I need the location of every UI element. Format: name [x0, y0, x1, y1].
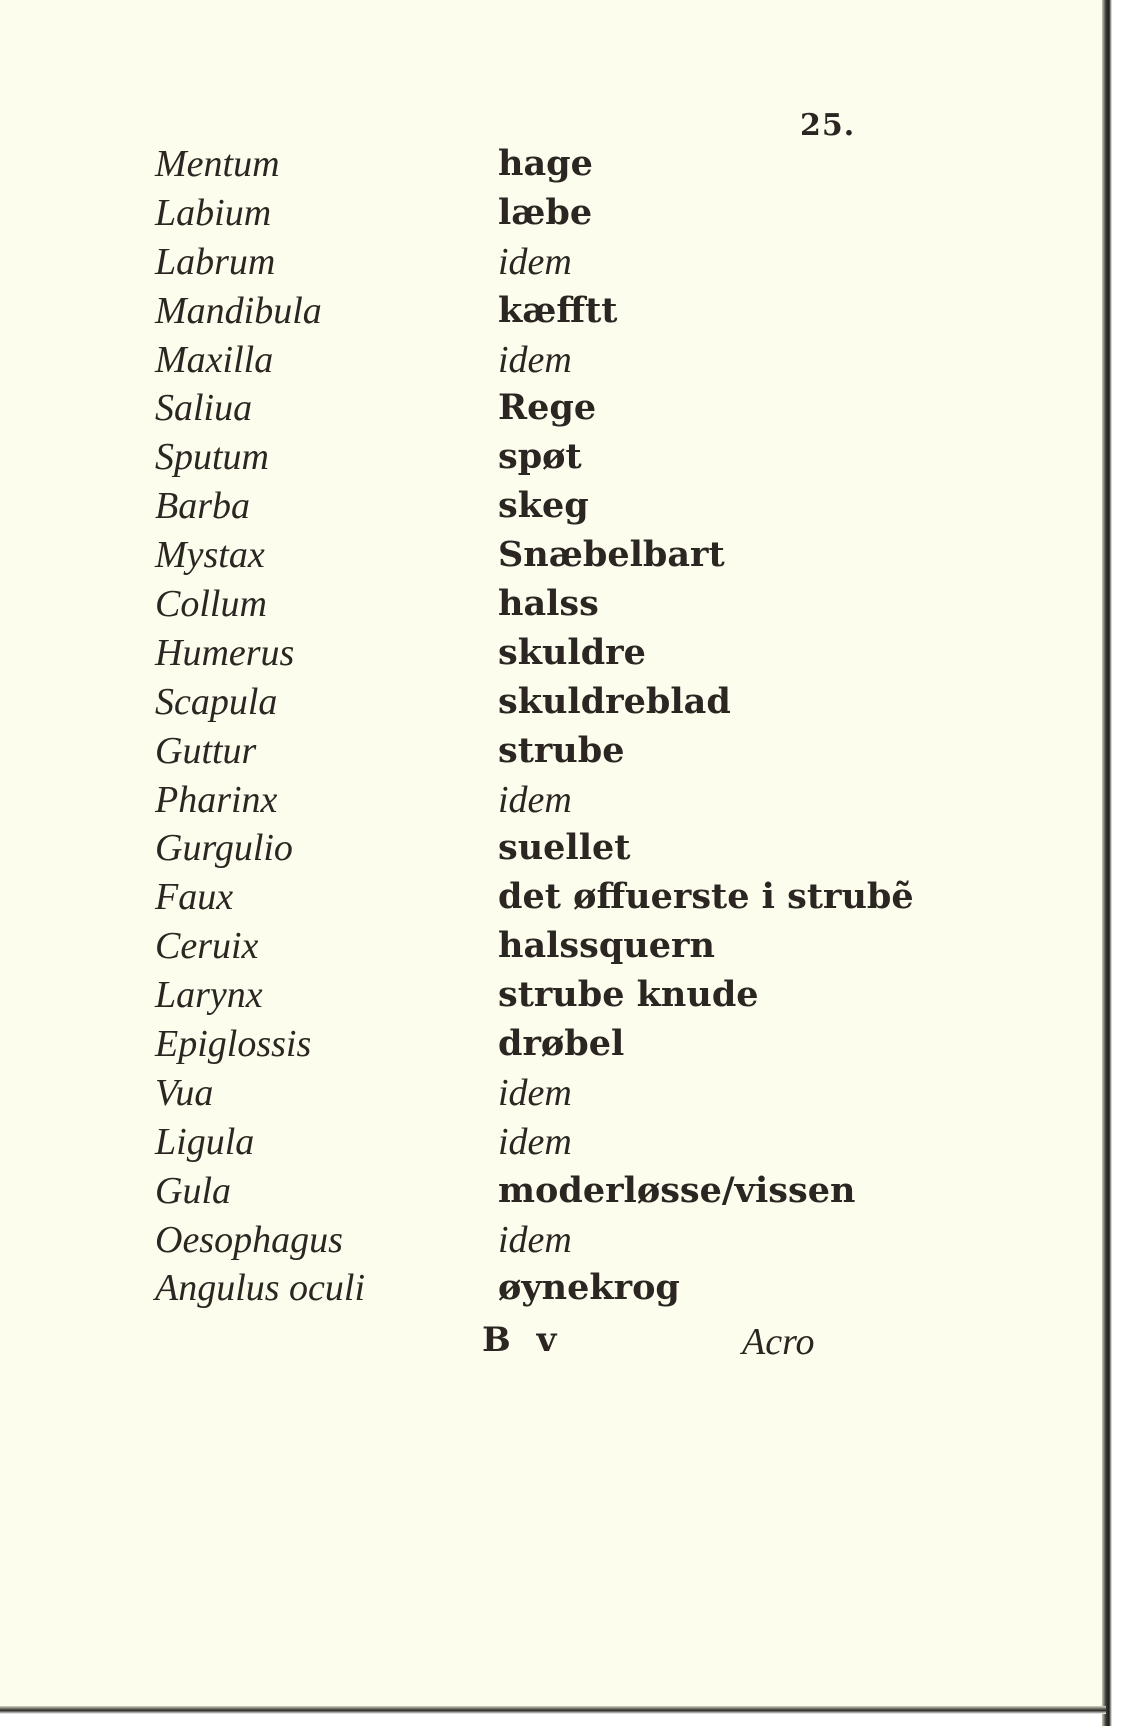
danish-term: det øffuerste i strubẽ — [498, 876, 914, 918]
page-edge-bottom — [0, 1706, 1106, 1714]
glossary-row — [155, 580, 915, 629]
glossary-row — [155, 482, 915, 531]
danish-term: idem — [498, 240, 572, 283]
danish-term: læbe — [498, 191, 593, 233]
danish-term: strube knude — [498, 974, 759, 1016]
latin-term: Pharinx — [155, 778, 278, 821]
latin-term: Oesophagus — [155, 1218, 343, 1261]
latin-term: Barba — [155, 485, 250, 528]
latin-term: Labium — [155, 191, 272, 234]
danish-term: strube — [498, 729, 625, 771]
glossary-row — [155, 971, 915, 1020]
latin-term: Faux — [155, 876, 234, 919]
danish-term: Rege — [498, 387, 597, 429]
glossary-row — [155, 238, 915, 287]
latin-term: Epiglossis — [155, 1023, 312, 1066]
latin-term: Humerus — [155, 631, 295, 674]
glossary-row — [155, 1020, 915, 1069]
latin-term: Gurgulio — [155, 827, 293, 870]
glossary-row — [155, 433, 915, 482]
latin-term: Gula — [155, 1169, 231, 1212]
glossary-row — [155, 287, 915, 336]
glossary-row — [155, 873, 915, 922]
latin-term: Ceruix — [155, 925, 259, 968]
latin-term: Saliua — [155, 387, 253, 430]
glossary-row — [155, 1118, 915, 1167]
latin-term: Ligula — [155, 1120, 255, 1163]
glossary-row — [155, 1069, 915, 1118]
danish-term: øynekrog — [498, 1267, 680, 1309]
danish-term: hage — [498, 143, 593, 184]
latin-term: Mystax — [155, 534, 265, 577]
glossary-row — [155, 727, 915, 776]
latin-term: Vua — [155, 1071, 214, 1114]
danish-term: idem — [498, 338, 572, 381]
glossary-row — [155, 678, 915, 727]
danish-term: moderløsse/vissen — [498, 1169, 856, 1211]
latin-term: Mandibula — [155, 289, 322, 332]
glossary-row — [155, 1264, 915, 1313]
danish-term: idem — [498, 1071, 572, 1114]
page-number: 25. — [800, 108, 856, 143]
latin-term: Maxilla — [155, 338, 274, 381]
latin-term: Collum — [155, 583, 267, 626]
danish-term: kæfftt — [498, 289, 618, 331]
danish-term: skeg — [498, 485, 589, 527]
danish-term: skuldreblad — [498, 680, 731, 722]
danish-term: idem — [498, 1218, 572, 1261]
signature-mark: B v — [482, 1320, 557, 1360]
glossary-row — [155, 629, 915, 678]
danish-term: idem — [498, 778, 572, 821]
glossary-row — [155, 776, 915, 825]
danish-term: halssquern — [498, 925, 715, 967]
danish-term: skuldre — [498, 631, 646, 673]
latin-term: Guttur — [155, 729, 257, 772]
danish-term: suellet — [498, 827, 631, 869]
glossary-row — [155, 336, 915, 385]
latin-term: Angulus oculi — [155, 1267, 366, 1310]
latin-term: Labrum — [155, 240, 276, 283]
danish-term: halss — [498, 583, 599, 625]
latin-term: Mentum — [155, 143, 280, 185]
danish-term: drøbel — [498, 1023, 625, 1065]
glossary-row — [155, 140, 915, 189]
glossary-list — [155, 140, 915, 1313]
glossary-row — [155, 824, 915, 873]
danish-term: idem — [498, 1120, 572, 1163]
catchword: Acro — [742, 1321, 815, 1363]
latin-term: Sputum — [155, 436, 269, 479]
glossary-row — [155, 189, 915, 238]
danish-term: spøt — [498, 436, 582, 478]
glossary-row — [155, 1167, 915, 1216]
glossary-row — [155, 1216, 915, 1265]
danish-term: Snæbelbart — [498, 534, 725, 576]
latin-term: Larynx — [155, 974, 263, 1017]
glossary-row — [155, 531, 915, 580]
latin-term: Scapula — [155, 680, 278, 723]
page-edge-right — [1102, 0, 1112, 1726]
glossary-row — [155, 384, 915, 433]
glossary-row — [155, 922, 915, 971]
